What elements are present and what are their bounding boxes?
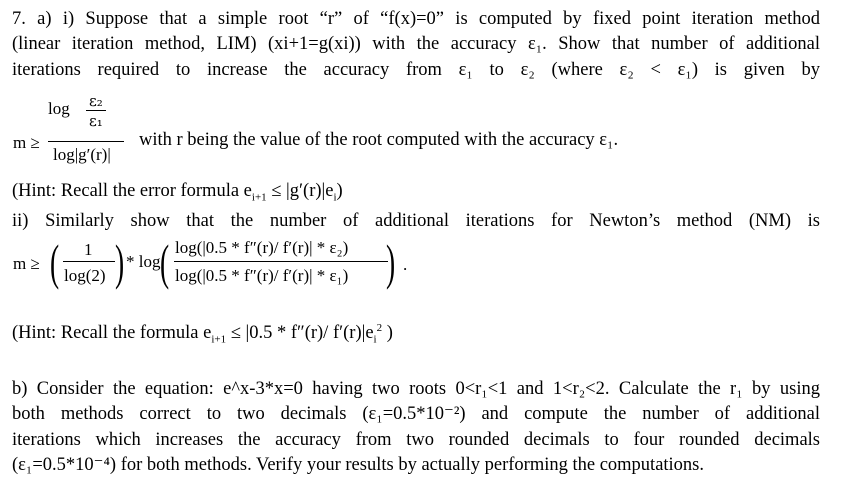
hint-1-sub2: i xyxy=(333,191,337,204)
f2-right-fraction-bar xyxy=(174,261,388,262)
part-b-line-4 xyxy=(12,454,704,476)
f2-paren-close: ) xyxy=(115,234,125,290)
f1-denominator: log|g′(r)| xyxy=(53,145,111,164)
hint-1-sub: i+1 xyxy=(251,191,267,204)
problem-line-2 xyxy=(12,33,820,55)
part-b-line-1 xyxy=(12,378,820,400)
f2-star-log: * log xyxy=(126,252,161,271)
hint-1 xyxy=(12,180,343,202)
hint-2-text: (Hint: Recall the formula e xyxy=(12,323,212,343)
problem-line-ii-text: ii) Similarly show that the number of additional iterations for Newton’s method (NM) is xyxy=(12,211,820,231)
problem-line-2-text: (linear iteration method, LIM) (xi+1=g(xi)) with the accuracy ε₁. Show that number of additional xyxy=(12,34,820,54)
f2-left-fraction-bar xyxy=(63,261,115,262)
part-b-line-2-text: both methods correct to two decimals (ε₁=0.5*10⁻²) and compute the number of additional xyxy=(12,404,820,424)
f1-inner-fraction-bar xyxy=(86,110,106,111)
problem-line-1-text: 7. a) i) Suppose that a simple root “r” of “f(x)=0” is computed by fixed point iteration method xyxy=(12,9,820,29)
f2-paren-open: ( xyxy=(50,234,60,290)
part-b-line-1-text: b) Consider the equation: e^x-3*x=0 having two roots 0<r₁<1 and 1<r₂<2. Calculate the r₁ by using xyxy=(12,379,820,399)
hint-2-sub: i+1 xyxy=(211,333,227,346)
f2-numerator: log(|0.5 * f″(r)/ f′(r)| * ε₂) xyxy=(175,238,349,257)
f1-fraction-bar xyxy=(48,141,124,142)
f1-log: log xyxy=(48,99,70,118)
f2-log-paren-close: ) xyxy=(386,234,396,290)
hint-2-end: ) xyxy=(382,323,393,343)
hint-2-sub2: i xyxy=(373,333,377,346)
f2-log-paren-open: ( xyxy=(160,234,170,290)
part-b-line-4-text: (ε₁=0.5*10⁻⁴) for both methods. Verify your results by actually performing the computations. xyxy=(12,455,705,475)
f2-log2: log(2) xyxy=(64,266,106,285)
problem-line-ii xyxy=(12,210,820,232)
f2-m-geq: m ≥ xyxy=(13,254,40,273)
problem-line-3 xyxy=(12,59,820,81)
hint-2-sup: 2 xyxy=(376,321,383,334)
hint-2-rest: ≤ |0.5 * f″(r)/ f′(r)|e xyxy=(226,323,374,343)
problem-line-1 xyxy=(12,8,820,30)
f2-period: . xyxy=(403,255,408,274)
f1-with-text: with r being the value of the root computed with the accuracy ε₁. xyxy=(139,130,619,150)
hint-1-rest: ≤ |g′(r)|e xyxy=(266,181,334,201)
part-b-line-2 xyxy=(12,403,820,425)
hint-1-text: (Hint: Recall the error formula e xyxy=(12,181,252,201)
hint-1-end: ) xyxy=(336,181,343,201)
hint-2 xyxy=(12,322,393,344)
f1-eps2: ε₂ xyxy=(89,92,103,110)
f2-one: 1 xyxy=(84,240,93,259)
problem-line-3-text: iterations required to increase the accuracy from ε₁ to ε₂ (where ε₂ < ε₁) is given by xyxy=(12,60,820,80)
f1-m-geq: m ≥ xyxy=(13,133,40,152)
part-b-line-3 xyxy=(12,429,820,451)
f2-denominator: log(|0.5 * f″(r)/ f′(r)| * ε₁) xyxy=(175,266,349,285)
part-b-line-3-text: iterations which increases the accuracy from two rounded decimals to four rounded decimals xyxy=(12,430,820,450)
f1-eps1: ε₁ xyxy=(89,112,103,130)
